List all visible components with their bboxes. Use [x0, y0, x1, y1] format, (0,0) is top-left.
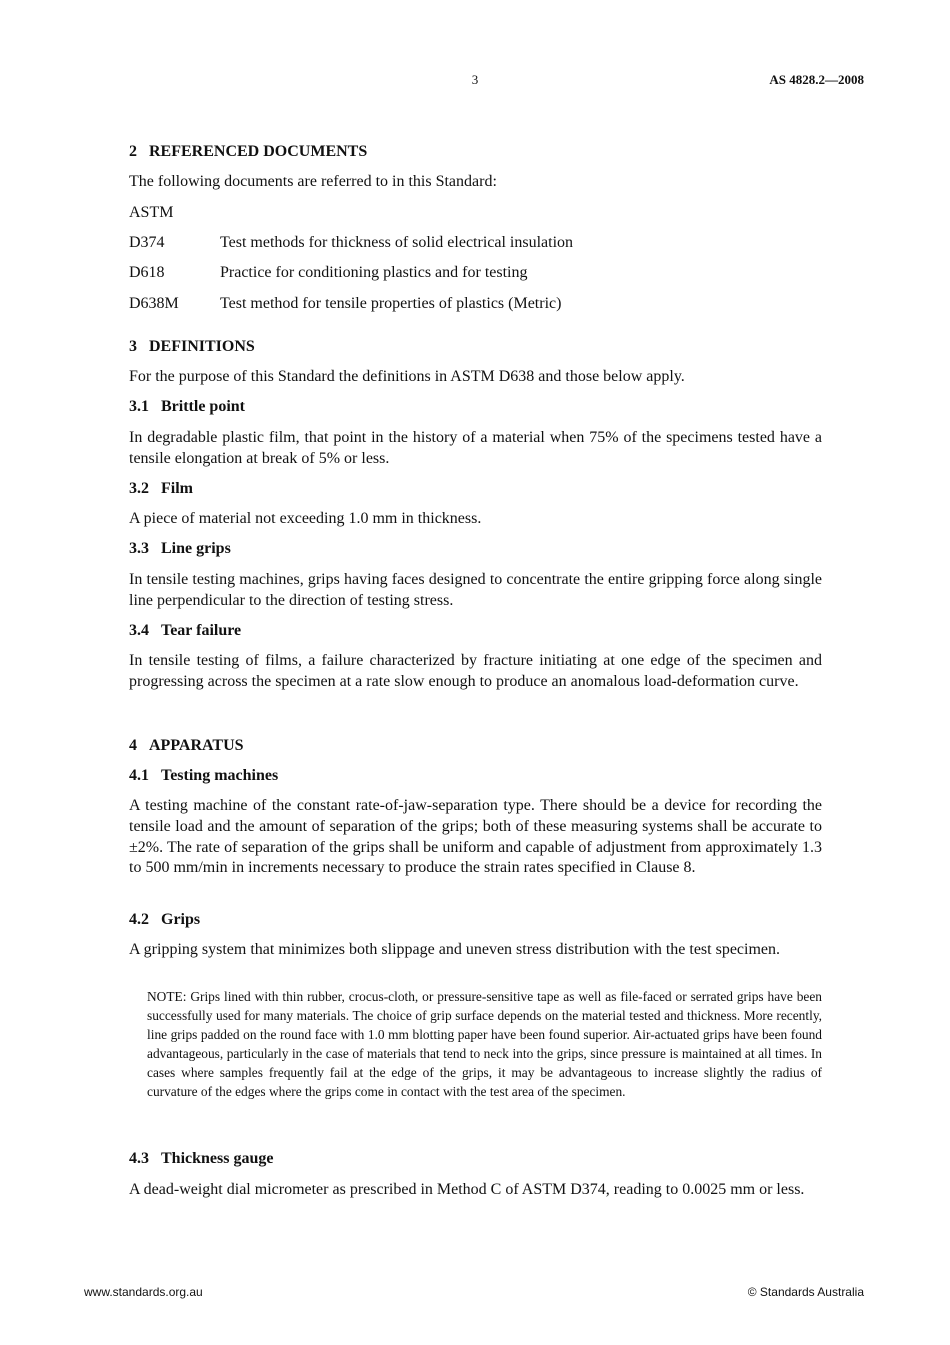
clause-title: Brittle point — [161, 398, 245, 415]
section-number: 3 — [129, 338, 137, 355]
reference-code: D374 — [129, 234, 165, 251]
footer-copyright: © Standards Australia — [747, 1285, 864, 1299]
clause-title: Film — [161, 480, 193, 497]
reference-code: D638M — [129, 295, 179, 312]
section-4-heading — [129, 737, 244, 755]
document-id: AS 4828.2—2008 — [769, 72, 864, 87]
section-2-intro: The following documents are referred to in this Standard: — [129, 173, 497, 190]
clause-number: 3.1 — [129, 398, 149, 415]
section-title: REFERENCED DOCUMENTS — [149, 143, 368, 160]
section-3-heading — [129, 338, 255, 356]
section-title: DEFINITIONS — [149, 338, 255, 355]
clause-number: 3.2 — [129, 480, 149, 497]
clause-note: NOTE: Grips lined with thin rubber, crocus-cloth, or pressure-sensitive tape as well as file-faced or serrated grips have been successfully used for many materials. The choice of grip surface depends on the material tested and thickness. More recently, line grips padded on the round face with 1.0 mm blotting paper have been found superior. Air-actuated grips have been found advantageous, particularly in the case of materials that tend to neck into the grips, since pressure is maintained at all times. In cases where samples frequently fail at the edge of the grips, it may be advantageous to increase slightly the radius of curvature of the edges where the grips come in contact with the test area of the specimen. — [147, 989, 822, 1100]
clause-heading — [129, 1150, 273, 1168]
clause-number: 4.1 — [129, 767, 149, 784]
page-number: 3 — [471, 72, 479, 87]
clause-heading — [129, 911, 200, 929]
section-2-heading — [129, 143, 367, 161]
clause-text: A testing machine of the constant rate-of-jaw-separation type. There should be a device for recording the tensile load and the amount of separation of the grips; both of these measuring systems shall be accurate to ±2%. The rate of separation of the grips shall be uniform and capable of adjustment from approximately 1.3 to 500 mm/min in increments necessary to produce the strain rates specified in Clause 8. — [129, 797, 822, 877]
clause-heading — [129, 480, 193, 498]
section-3-intro: For the purpose of this Standard the definitions in ASTM D638 and those below apply. — [129, 368, 685, 385]
reference-code: D618 — [129, 264, 165, 281]
section-number: 4 — [129, 737, 137, 754]
clause-text: In tensile testing machines, grips having faces designed to concentrate the entire gripping force along single line perpendicular to the direction of testing stress. — [129, 571, 822, 609]
clause-number: 4.3 — [129, 1150, 149, 1167]
clause-title: Tear failure — [161, 622, 242, 639]
clause-number: 4.2 — [129, 911, 149, 928]
clause-text: A gripping system that minimizes both slippage and uneven stress distribution with the test specimen. — [129, 941, 781, 958]
reference-title: Test method for tensile properties of plastics (Metric) — [220, 295, 562, 312]
clause-number: 3.3 — [129, 540, 149, 557]
clause-text: In tensile testing of films, a failure characterized by fracture initiating at one edge of the specimen and progressing across the specimen at a rate slow enough to produce an anomalous load-deformation curve. — [129, 652, 822, 690]
clause-heading — [129, 622, 241, 640]
clause-heading — [129, 398, 245, 416]
footer-website-link[interactable]: www.standards.org.au — [84, 1285, 203, 1299]
reference-title: Practice for conditioning plastics and for testing — [220, 264, 528, 281]
clause-heading — [129, 767, 278, 785]
section-title: APPARATUS — [149, 737, 244, 754]
clause-title: Line grips — [161, 540, 231, 557]
clause-title: Grips — [161, 911, 201, 928]
reference-title: Test methods for thickness of solid electrical insulation — [220, 234, 574, 251]
clause-number: 3.4 — [129, 622, 149, 639]
clause-title: Testing machines — [161, 767, 279, 784]
clause-text: A piece of material not exceeding 1.0 mm in thickness. — [129, 510, 482, 527]
clause-title: Thickness gauge — [161, 1150, 274, 1167]
clause-heading — [129, 540, 231, 558]
reference-group: ASTM — [129, 204, 174, 221]
clause-text: In degradable plastic film, that point in the history of a material when 75% of the specimens tested have a tensile elongation at break of 5% or less. — [129, 429, 822, 467]
section-number: 2 — [129, 143, 137, 160]
clause-text: A dead-weight dial micrometer as prescribed in Method C of ASTM D374, reading to 0.0025 mm or less. — [129, 1181, 805, 1198]
